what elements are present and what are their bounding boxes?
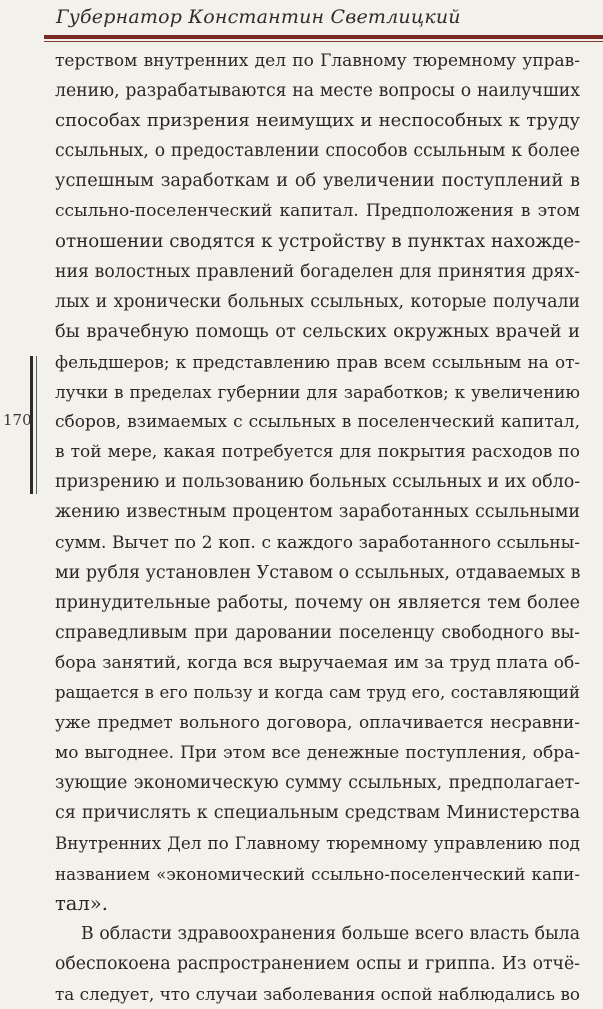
text-line: способах призрения неимущих и неспособных к труду (55, 110, 580, 132)
text-line: обеспокоена распространением оспы и гриппа. Из отчё- (55, 953, 580, 974)
body-text (55, 46, 580, 1009)
text-line: бора занятий, когда вся выручаемая им за труд плата об- (55, 652, 580, 673)
margin-bar-thin (36, 356, 37, 494)
text-line: та следует, что случаи заболевания оспой наблюдались во (55, 983, 580, 1004)
text-line: Внутренних Дел по Главному тюремному управлению под (55, 833, 580, 854)
text-line: уже предмет вольного договора, оплачивается несравни- (55, 713, 580, 734)
text-line: успешным заработкам и об увеличении поступлений в (55, 171, 580, 192)
text-line: ссыльно-поселенческий капитал. Предположения в этом (55, 201, 580, 222)
text-line: лых и хронически больных ссыльных, которые получали (55, 291, 580, 312)
header-rule (44, 35, 603, 39)
text-line: лению, разрабатываются на месте вопросы о наилучших (55, 81, 580, 102)
text-line: В области здравоохранения больше всего власть была (81, 923, 580, 944)
text-line: тал». (55, 891, 108, 915)
running-header-title: Губернатор Константин Светлицкий (56, 6, 461, 28)
text-line: справедливым при даровании поселенцу свободного вы- (55, 622, 580, 643)
text-line: зующие экономическую сумму ссыльных, предполагает- (55, 773, 580, 794)
header-rule-thin (44, 41, 603, 42)
text-line: фельдшеров; к представлению прав всем ссыльным на от- (55, 351, 580, 372)
text-line: лучки в пределах губернии для заработков; к увеличению (55, 382, 580, 403)
text-line: призрению и пользованию больных ссыльных и их обло- (55, 472, 581, 493)
text-line: отношении сводятся к устройству в пунктах нахожде- (55, 230, 581, 252)
text-line: ссыльных, о предоставлении способов ссыльным к более (55, 141, 580, 162)
text-line: названием «экономический ссыльно-поселенческий капи- (55, 863, 580, 884)
text-line: ращается в его пользу и когда сам труд его, составляющий (55, 682, 580, 702)
text-line: в той мере, какая потребуется для покрытия расходов по (55, 442, 580, 463)
text-line: терством внутренних дел по Главному тюремному управ- (55, 51, 580, 71)
page-number: 170 (3, 411, 32, 429)
text-line: принудительные работы, почему он является тем более (55, 592, 580, 613)
text-line: ния волостных правлений богаделен для принятия дрях- (55, 261, 580, 282)
text-line: ми рубля установлен Уставом о ссыльных, отдаваемых в (55, 562, 581, 583)
text-line: сумм. Вычет по 2 коп. с каждого заработанного ссыльны- (55, 532, 580, 553)
text-line: сборов, взимаемых с ссыльных в поселенческий капитал, (55, 412, 580, 433)
text-line: жению известным процентом заработанных ссыльными (55, 502, 580, 523)
text-line: бы врачебную помощь от сельских окружных врачей и (55, 321, 580, 342)
text-line: ся причислять к специальным средствам Министерства (55, 803, 580, 824)
text-line: мо выгоднее. При этом все денежные поступления, обра- (55, 743, 580, 764)
